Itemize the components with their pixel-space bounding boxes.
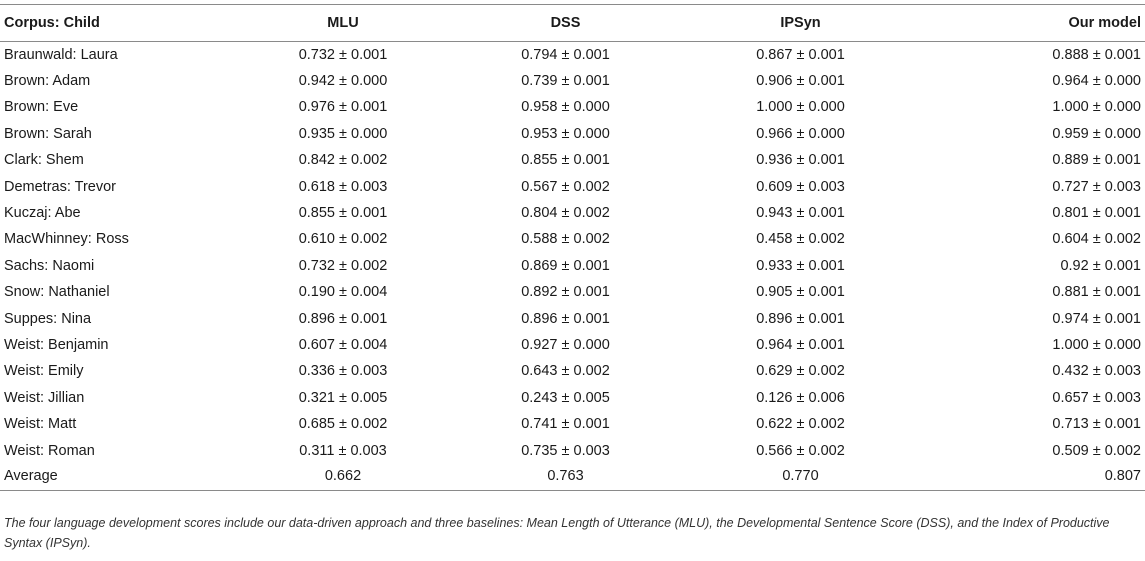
- cell-ipsyn: 0.622 ± 0.002: [756, 416, 845, 433]
- cell-dss: 0.643 ± 0.002: [521, 363, 610, 380]
- column-header-our-model: Our model: [918, 5, 1145, 42]
- cell-our-model: 1.000 ± 0.000: [1052, 99, 1141, 116]
- cell-dss: 0.958 ± 0.000: [521, 99, 610, 116]
- cell-ipsyn: 0.964 ± 0.001: [756, 336, 845, 353]
- cell-corpus-child: Braunwald: Laura: [4, 46, 118, 63]
- cell-our-model: 0.974 ± 0.001: [1052, 310, 1141, 327]
- cell-mlu: 0.942 ± 0.000: [298, 73, 388, 90]
- table-row: [0, 42, 1145, 68]
- cell-our-model: 0.888 ± 0.001: [1052, 46, 1141, 63]
- cell-corpus-child: Snow: Nathaniel: [4, 284, 110, 301]
- cell-dss: 0.892 ± 0.001: [521, 284, 610, 301]
- column-header-mlu: MLU: [238, 5, 448, 42]
- cell-corpus-child: Weist: Matt: [4, 416, 77, 433]
- cell-ipsyn: 0.906 ± 0.001: [756, 73, 845, 90]
- cell-dss: 0.927 ± 0.000: [521, 336, 610, 353]
- cell-our-model: 0.807: [918, 464, 1145, 490]
- average-row: [0, 464, 1145, 490]
- cell-ipsyn: 0.933 ± 0.001: [756, 257, 845, 274]
- cell-corpus-child: Brown: Adam: [4, 73, 91, 90]
- table-body: [0, 42, 1145, 491]
- cell-corpus-child: MacWhinney: Ross: [4, 231, 129, 248]
- cell-ipsyn: 0.609 ± 0.003: [756, 178, 845, 195]
- table-row: [0, 411, 1145, 437]
- cell-mlu: 0.732 ± 0.002: [298, 257, 388, 274]
- cell-mlu: 0.685 ± 0.002: [298, 416, 388, 433]
- cell-corpus-child: Weist: Emily: [4, 363, 84, 380]
- cell-our-model: 0.889 ± 0.001: [1052, 152, 1141, 169]
- cell-mlu: 0.662: [238, 464, 448, 490]
- table-row: [0, 226, 1145, 252]
- cell-mlu: 0.311 ± 0.003: [299, 442, 387, 459]
- cell-ipsyn: 0.867 ± 0.001: [756, 46, 845, 63]
- cell-dss: 0.739 ± 0.001: [521, 73, 610, 90]
- cell-our-model: 0.604 ± 0.002: [1052, 231, 1141, 248]
- cell-corpus-child: Weist: Roman: [4, 442, 95, 459]
- cell-mlu: 0.607 ± 0.004: [298, 336, 388, 353]
- cell-ipsyn: 0.566 ± 0.002: [756, 442, 845, 459]
- cell-ipsyn: 1.000 ± 0.000: [756, 99, 845, 116]
- cell-ipsyn: 0.966 ± 0.000: [756, 125, 845, 142]
- cell-dss: 0.896 ± 0.001: [521, 310, 610, 327]
- cell-dss: 0.741 ± 0.001: [521, 416, 610, 433]
- cell-dss: 0.567 ± 0.002: [521, 178, 610, 195]
- cell-our-model: 0.509 ± 0.002: [1052, 442, 1141, 459]
- table-row: [0, 68, 1145, 94]
- cell-our-model: 0.432 ± 0.003: [1052, 363, 1141, 380]
- table-row: [0, 200, 1145, 226]
- cell-corpus-child: Brown: Eve: [4, 99, 79, 116]
- cell-corpus-child: Clark: Shem: [4, 152, 84, 169]
- table-row: [0, 253, 1145, 279]
- cell-dss: 0.735 ± 0.003: [521, 442, 610, 459]
- cell-dss: 0.855 ± 0.001: [521, 152, 610, 169]
- column-header-corpus-child: Corpus: Child: [0, 5, 238, 42]
- results-table-container: [0, 4, 1145, 491]
- cell-dss: 0.763: [448, 464, 683, 490]
- cell-mlu: 0.842 ± 0.002: [298, 152, 388, 169]
- cell-mlu: 0.935 ± 0.000: [298, 125, 388, 142]
- cell-corpus-child: Suppes: Nina: [4, 310, 92, 327]
- cell-mlu: 0.610 ± 0.002: [298, 231, 388, 248]
- cell-mlu: 0.855 ± 0.001: [298, 205, 388, 222]
- cell-ipsyn: 0.905 ± 0.001: [756, 284, 845, 301]
- header-row: [0, 5, 1145, 42]
- cell-corpus-child: Sachs: Naomi: [4, 257, 95, 274]
- cell-corpus-child: Brown: Sarah: [4, 125, 92, 142]
- table-row: [0, 305, 1145, 331]
- column-header-ipsyn: IPSyn: [683, 5, 918, 42]
- cell-dss: 0.794 ± 0.001: [521, 46, 610, 63]
- cell-our-model: 1.000 ± 0.000: [1052, 336, 1141, 353]
- column-header-dss: DSS: [448, 5, 683, 42]
- cell-mlu: 0.190 ± 0.004: [298, 284, 388, 301]
- cell-dss: 0.953 ± 0.000: [521, 125, 610, 142]
- table-row: [0, 437, 1145, 463]
- table-row: [0, 147, 1145, 173]
- cell-mlu: 0.336 ± 0.003: [298, 363, 388, 380]
- cell-our-model: 0.713 ± 0.001: [1052, 416, 1141, 433]
- cell-corpus-child: Weist: Jillian: [4, 389, 85, 406]
- cell-ipsyn: 0.770: [683, 464, 918, 490]
- cell-corpus-child: Kuczaj: Abe: [4, 205, 81, 222]
- cell-our-model: 0.727 ± 0.003: [1052, 178, 1141, 195]
- table-row: [0, 173, 1145, 199]
- cell-ipsyn: 0.943 ± 0.001: [756, 205, 845, 222]
- table-row: [0, 121, 1145, 147]
- table-caption: The four language development scores include our data-driven approach and three baselines: Mean Length of Utterance (MLU), the Developmental Sentence Score (DSS), and the Index of Productive Syntax (IPSyn).: [4, 516, 1110, 550]
- cell-our-model: 0.801 ± 0.001: [1052, 205, 1141, 222]
- table-row: [0, 385, 1145, 411]
- cell-corpus-child: Weist: Benjamin: [4, 336, 109, 353]
- cell-mlu: 0.732 ± 0.001: [298, 46, 388, 63]
- cell-dss: 0.869 ± 0.001: [521, 257, 610, 274]
- cell-dss: 0.588 ± 0.002: [521, 231, 610, 248]
- cell-ipsyn: 0.896 ± 0.001: [756, 310, 845, 327]
- cell-ipsyn: 0.629 ± 0.002: [756, 363, 845, 380]
- table-row: [0, 279, 1145, 305]
- cell-dss: 0.804 ± 0.002: [521, 205, 610, 222]
- cell-ipsyn: 0.458 ± 0.002: [756, 231, 845, 248]
- cell-mlu: 0.321 ± 0.005: [298, 389, 388, 406]
- cell-our-model: 0.92 ± 0.001: [1060, 257, 1141, 274]
- cell-mlu: 0.896 ± 0.001: [298, 310, 388, 327]
- cell-our-model: 0.881 ± 0.001: [1052, 284, 1141, 301]
- cell-mlu: 0.618 ± 0.003: [298, 178, 388, 195]
- table-header: [0, 5, 1145, 42]
- cell-ipsyn: 0.936 ± 0.001: [756, 152, 845, 169]
- table-row: [0, 358, 1145, 384]
- cell-our-model: 0.657 ± 0.003: [1052, 389, 1141, 406]
- cell-our-model: 0.959 ± 0.000: [1052, 125, 1141, 142]
- cell-ipsyn: 0.126 ± 0.006: [756, 389, 845, 406]
- cell-mlu: 0.976 ± 0.001: [298, 99, 388, 116]
- cell-corpus-child: Average: [0, 464, 238, 490]
- table-row: [0, 332, 1145, 358]
- table-row: [0, 94, 1145, 120]
- cell-corpus-child: Demetras: Trevor: [4, 178, 116, 195]
- cell-dss: 0.243 ± 0.005: [521, 389, 610, 406]
- cell-our-model: 0.964 ± 0.000: [1052, 73, 1141, 90]
- results-table: [0, 4, 1145, 491]
